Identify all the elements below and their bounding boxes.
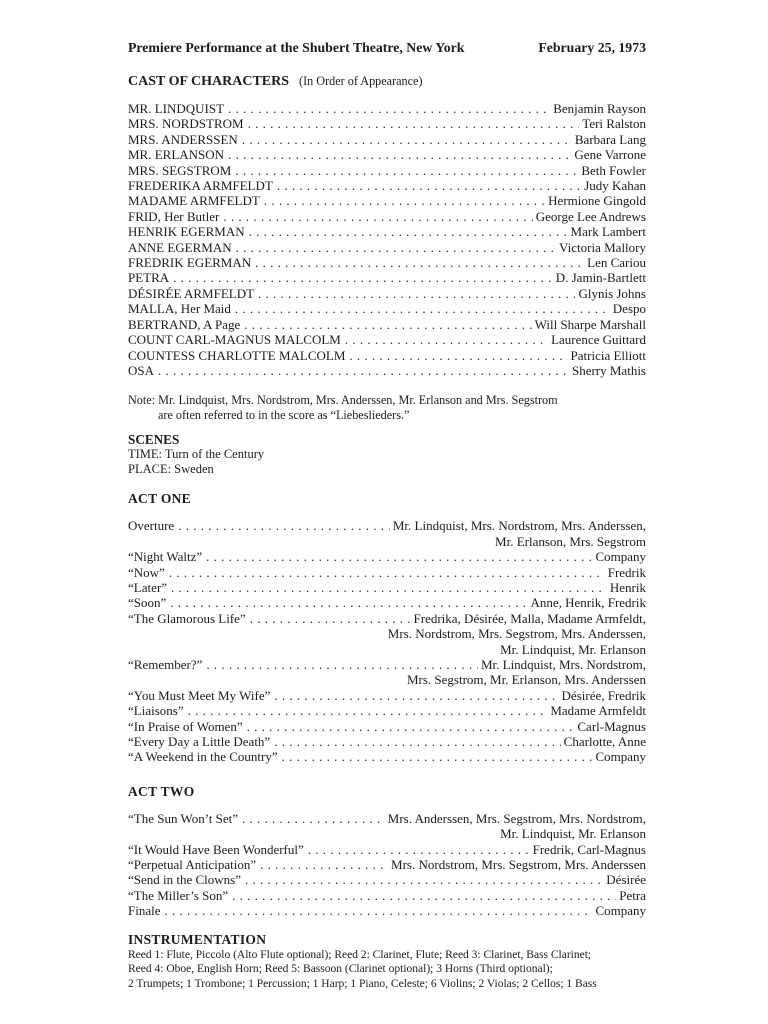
song-entry — [128, 518, 646, 549]
dot-leader — [245, 872, 603, 887]
song-title: “The Glamorous Life” — [128, 610, 246, 626]
song-entry — [128, 749, 646, 764]
cast-row — [128, 301, 646, 316]
song-entry — [128, 565, 646, 580]
song-performers-continuation: Mrs. Nordstrom, Mrs. Segstrom, Mrs. Anderssen, — [387, 626, 646, 642]
cast-role: COUNTESS CHARLOTTE MALCOLM — [128, 347, 346, 363]
song-row — [128, 888, 646, 903]
cast-actor: Despo — [612, 301, 646, 317]
act-one-list — [128, 518, 646, 765]
song-performers: Company — [595, 549, 646, 565]
song-entry — [128, 719, 646, 734]
song-entry — [128, 903, 646, 918]
dot-leader — [277, 178, 581, 193]
cast-actor: Judy Kahan — [584, 178, 646, 194]
cast-row — [128, 193, 646, 208]
song-row — [128, 872, 646, 887]
dot-leader — [242, 811, 385, 826]
song-title: “Every Day a Little Death” — [128, 734, 271, 749]
song-row — [128, 734, 646, 749]
cast-role: MR. ERLANSON — [128, 147, 225, 163]
song-performers: Company — [595, 749, 646, 765]
song-entry — [128, 857, 646, 872]
cast-actor: Victoria Mallory — [559, 239, 646, 255]
premiere-line: Premiere Performance at the Shubert Theatre, New York — [128, 40, 465, 55]
song-row — [128, 611, 646, 626]
song-row — [128, 703, 646, 718]
cast-row — [128, 348, 646, 363]
dot-leader — [308, 842, 530, 857]
song-title: “Soon” — [128, 595, 167, 611]
song-entry — [128, 734, 646, 749]
dot-leader — [255, 255, 584, 270]
song-row — [128, 811, 646, 826]
song-title: “The Miller’s Son” — [128, 887, 229, 903]
dot-leader — [188, 703, 548, 718]
cast-role: FREDERIKA ARMFELDT — [128, 178, 273, 194]
song-row — [128, 857, 646, 872]
song-performers: Fredrik — [607, 564, 646, 580]
song-entry — [128, 888, 646, 903]
cast-row — [128, 132, 646, 147]
cast-row — [128, 163, 646, 178]
cast-role: MRS. NORDSTROM — [128, 116, 244, 132]
instrumentation-line: Reed 1: Flute, Piccolo (Alto Flute optional); Reed 2: Clarinet, Flute; Reed 3: Clarinet, Bass Clarinet; — [128, 948, 592, 961]
song-row — [128, 719, 646, 734]
song-entry — [128, 872, 646, 887]
song-performers: Madame Armfeldt — [550, 703, 646, 719]
song-performers: Carl-Magnus — [577, 718, 646, 734]
dot-leader — [345, 332, 548, 347]
cast-subheading: (In Order of Appearance) — [299, 74, 423, 88]
dot-leader — [282, 749, 593, 764]
cast-role: MADAME ARMFELDT — [128, 193, 260, 209]
song-row — [128, 657, 646, 672]
cast-role: MALLA, Her Maid — [128, 301, 231, 317]
song-performers: Charlotte, Anne — [563, 734, 646, 749]
cast-row — [128, 178, 646, 193]
cast-actor: Teri Ralston — [582, 116, 646, 132]
song-title: “The Sun Won’t Set” — [128, 810, 239, 826]
dot-leader — [235, 163, 578, 178]
dot-leader — [178, 518, 390, 533]
song-title: “It Would Have Been Wonderful” — [128, 841, 304, 857]
song-row — [128, 565, 646, 580]
cast-actor: Barbara Lang — [574, 131, 646, 147]
dot-leader — [274, 734, 560, 749]
song-entry — [128, 688, 646, 703]
cast-role: FRID, Her Butler — [128, 208, 220, 224]
song-title: “Remember?” — [128, 656, 203, 672]
cast-row — [128, 147, 646, 162]
cast-row — [128, 286, 646, 301]
cast-role: MRS. SEGSTROM — [128, 162, 232, 178]
act-two-list — [128, 811, 646, 919]
act-two-heading: ACT TWO — [128, 783, 195, 799]
note-line-2: are often referred to in the score as “Liebeslieders.” — [158, 408, 410, 423]
dot-leader — [244, 317, 531, 332]
dot-leader — [223, 209, 532, 224]
song-entry — [128, 580, 646, 595]
instrumentation-heading: INSTRUMENTATION — [128, 931, 267, 947]
cast-role: MR. LINDQUIST — [128, 101, 225, 116]
song-row — [128, 580, 646, 595]
song-performers: Company — [595, 903, 646, 919]
cast-actor: Sherry Mathis — [571, 362, 646, 378]
song-entry — [128, 611, 646, 657]
cast-row — [128, 255, 646, 270]
cast-actor: George Lee Andrews — [535, 208, 646, 224]
dot-leader — [170, 595, 527, 610]
song-performers: Petra — [619, 887, 646, 903]
song-performers: Mr. Lindquist, Mrs. Nordstrom, Mrs. Anderssen, — [392, 518, 646, 534]
cast-actor: Beth Fowler — [581, 162, 646, 178]
cast-actor: Laurence Guittard — [551, 332, 646, 348]
song-row — [128, 549, 646, 564]
instrumentation-lines — [128, 948, 646, 992]
dot-leader — [258, 286, 575, 301]
cast-heading-row — [128, 72, 646, 90]
cast-actor: Glynis Johns — [578, 285, 646, 301]
song-performers: Fredrika, Désirée, Malla, Madame Armfeldt, — [413, 610, 646, 626]
cast-role: HENRIK EGERMAN — [128, 224, 245, 240]
dot-leader — [247, 719, 575, 734]
dot-leader — [228, 147, 571, 162]
cast-actor: Mark Lambert — [570, 224, 646, 240]
scenes-time: TIME: Turn of the Century — [128, 447, 265, 462]
song-performers: Fredrik, Carl-Magnus — [532, 841, 646, 857]
dot-leader — [158, 363, 569, 378]
song-entry — [128, 595, 646, 610]
cast-row — [128, 240, 646, 255]
dot-leader — [171, 580, 607, 595]
cast-actor: D. Jamin-Bartlett — [555, 270, 646, 286]
instrumentation-line: 2 Trumpets; 1 Trombone; 1 Percussion; 1 Harp; 1 Piano, Celeste; 6 Violins; 2 Violas; 2 Cellos; 1 Bass — [128, 977, 597, 990]
dot-leader — [260, 857, 388, 872]
song-title: “You Must Meet My Wife” — [128, 687, 271, 703]
song-performers: Henrik — [609, 579, 646, 595]
cast-role: COUNT CARL-MAGNUS MALCOLM — [128, 332, 341, 348]
act-one-heading: ACT ONE — [128, 491, 191, 507]
cast-role: BERTRAND, A Page — [128, 316, 241, 332]
scenes-heading: SCENES — [128, 432, 180, 448]
song-performers: Mr. Lindquist, Mrs. Nordstrom, — [480, 656, 646, 672]
song-performers: Mrs. Anderssen, Mrs. Segstrom, Mrs. Nordstrom, — [387, 810, 646, 826]
cast-actor: Gene Varrone — [574, 147, 646, 163]
note-line-1: Note: Mr. Lindquist, Mrs. Nordstrom, Mrs. Anderssen, Mr. Erlanson and Mrs. Segstrom — [128, 393, 558, 408]
song-performers-continuation: Mr. Erlanson, Mrs. Segstrom — [495, 533, 646, 549]
song-performers: Désirée, Fredrik — [561, 687, 646, 703]
dot-leader — [274, 688, 558, 703]
song-row — [128, 518, 646, 533]
scenes-section — [128, 432, 646, 476]
song-performers-continuation: Mr. Lindquist, Mr. Erlanson — [500, 826, 646, 842]
dot-leader — [169, 565, 605, 580]
cast-role: ANNE EGERMAN — [128, 239, 232, 255]
song-row — [128, 903, 646, 918]
cast-role: DÉSIRÉE ARMFELDT — [128, 285, 255, 301]
song-performers-continuation: Mrs. Segstrom, Mr. Erlanson, Mrs. Anderssen — [406, 672, 646, 688]
dot-leader — [264, 193, 545, 208]
dot-leader — [349, 348, 567, 363]
cast-heading: CAST OF CHARACTERS — [128, 74, 290, 89]
production-note — [128, 393, 646, 423]
song-title: “Perpetual Anticipation” — [128, 857, 257, 873]
song-title: “Send in the Clowns” — [128, 872, 242, 888]
cast-row — [128, 209, 646, 224]
song-title: “Night Waltz” — [128, 549, 203, 565]
song-row — [128, 749, 646, 764]
cast-actor: Benjamin Rayson — [553, 101, 646, 116]
cast-actor: Patricia Elliott — [570, 347, 646, 363]
dot-leader — [235, 301, 610, 316]
cast-list — [128, 101, 646, 378]
cast-actor: Will Sharpe Marshall — [534, 316, 646, 332]
dot-leader — [250, 611, 411, 626]
cast-row — [128, 332, 646, 347]
cast-role: OSA — [128, 362, 155, 378]
scenes-place: PLACE: Sweden — [128, 461, 214, 476]
cast-row — [128, 270, 646, 285]
song-performers-continuation: Mr. Lindquist, Mr. Erlanson — [500, 641, 646, 657]
cast-row — [128, 363, 646, 378]
cast-row — [128, 224, 646, 239]
cast-actor: Hermione Gingold — [548, 193, 646, 209]
song-entry — [128, 811, 646, 842]
premiere-header — [128, 39, 646, 57]
dot-leader — [248, 116, 580, 131]
dot-leader — [236, 240, 556, 255]
cast-row — [128, 101, 646, 116]
song-performers: Désirée — [606, 872, 646, 888]
song-row — [128, 595, 646, 610]
song-title: Overture — [128, 518, 175, 534]
song-row — [128, 842, 646, 857]
cast-role: MRS. ANDERSSEN — [128, 131, 238, 147]
song-title: Finale — [128, 903, 161, 919]
cast-role: FREDRIK EGERMAN — [128, 255, 252, 271]
cast-row — [128, 317, 646, 332]
song-entry — [128, 842, 646, 857]
dot-leader — [228, 101, 550, 116]
instrumentation-section — [128, 932, 646, 992]
dot-leader — [232, 888, 616, 903]
song-row — [128, 688, 646, 703]
song-title: “Liaisons” — [128, 703, 184, 719]
dot-leader — [165, 903, 593, 918]
dot-leader — [249, 224, 568, 239]
song-performers: Anne, Henrik, Fredrik — [530, 595, 646, 611]
content-column — [128, 39, 646, 991]
instrumentation-line: Reed 4: Oboe, English Horn; Reed 5: Bassoon (Clarinet optional); 3 Horns (Third optional); — [128, 963, 553, 976]
dot-leader — [242, 132, 572, 147]
cast-role: PETRA — [128, 270, 170, 286]
song-title: “A Weekend in the Country” — [128, 749, 278, 765]
song-entry — [128, 657, 646, 688]
song-performers: Mrs. Nordstrom, Mrs. Segstrom, Mrs. Anderssen — [391, 857, 646, 873]
premiere-date: February 25, 1973 — [538, 40, 646, 55]
song-entry — [128, 703, 646, 718]
dot-leader — [206, 657, 478, 672]
dot-leader — [173, 270, 553, 285]
song-entry — [128, 549, 646, 564]
song-title: “Later” — [128, 579, 167, 595]
dot-leader — [206, 549, 592, 564]
cast-actor: Len Cariou — [587, 255, 646, 271]
song-title: “Now” — [128, 564, 165, 580]
song-title: “In Praise of Women” — [128, 718, 243, 734]
cast-row — [128, 116, 646, 131]
